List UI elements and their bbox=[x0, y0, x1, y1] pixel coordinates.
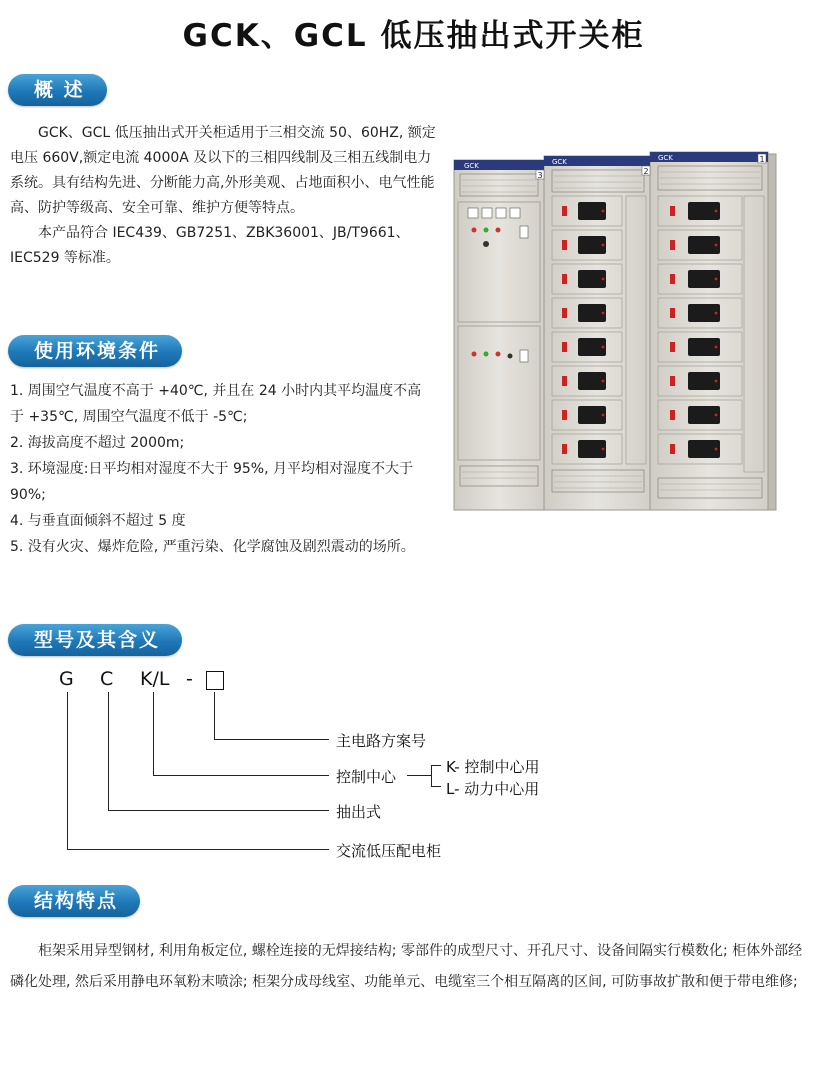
overview-text bbox=[10, 121, 440, 271]
connector-line bbox=[153, 692, 154, 775]
cabinet-brand-label: GCK bbox=[658, 154, 673, 162]
connector-line bbox=[67, 692, 68, 849]
code-letter-g: G bbox=[59, 668, 74, 690]
section-heading-environment: 使用环境条件 bbox=[8, 335, 182, 367]
label-withdrawable: 抽出式 bbox=[336, 803, 382, 821]
label-scheme-number: 主电路方案号 bbox=[336, 732, 427, 750]
structure-paragraph: 柜架采用异型钢材, 利用角板定位, 螺栓连接的无焊接结构; 零部件的成型尺寸、开孔尺寸、设备间隔实行模数化; 柜体外部经磷化处理, 然后采用静电环氧粉末喷涂; 柜架分成母线室、功能单元、电缆室三个相互隔离的区间, 可防事故扩散和便于带电维修; bbox=[10, 943, 803, 990]
label-l-power: L- 动力中心用 bbox=[446, 780, 540, 798]
label-control-center: 控制中心 bbox=[336, 768, 397, 786]
overview-paragraph-1: GCK、GCL 低压抽出式开关柜适用于三相交流 50、60HZ, 额定电压 660V,额定电流 4000A 及以下的三相四线制及三相五线制电力系统。具有结构先进、分断能力高,外形美观、占地面积小、电气性能高、防护等级高、安全可靠、维护方便等特点。 bbox=[10, 125, 436, 216]
overview-paragraph-2: 本产品符合 IEC439、GB7251、ZBK36001、JB/T9661、IEC529 等标准。 bbox=[10, 225, 410, 266]
section-heading-overview: 概 述 bbox=[8, 74, 107, 106]
panel-number: 1 bbox=[759, 155, 765, 164]
list-item: 3. 环境湿度:日平均相对湿度不大于 95%, 月平均相对湿度不大于 90%; bbox=[10, 461, 413, 503]
section-heading-structure: 结构特点 bbox=[8, 885, 140, 917]
connector-line bbox=[407, 775, 431, 776]
list-item: 1. 周围空气温度不高于 +40℃, 并且在 24 小时内其平均温度不高于 +35℃, 周围空气温度不低于 -5℃; bbox=[10, 383, 422, 425]
connector-line bbox=[108, 810, 329, 811]
connector-line bbox=[431, 765, 432, 787]
list-item: 4. 与垂直面倾斜不超过 5 度 bbox=[10, 513, 186, 529]
connector-line bbox=[153, 775, 329, 776]
connector-line bbox=[214, 739, 329, 740]
structure-text bbox=[10, 936, 805, 998]
scheme-number-box bbox=[206, 671, 224, 690]
code-dash: - bbox=[186, 668, 193, 690]
connector-line bbox=[67, 849, 329, 850]
switchgear-cabinet-image bbox=[452, 148, 778, 516]
connector-line bbox=[214, 692, 215, 739]
panel-number: 3 bbox=[537, 171, 543, 180]
list-item: 5. 没有火灾、爆炸危险, 严重污染、化学腐蚀及剧烈震动的场所。 bbox=[10, 539, 415, 555]
page-title: GCK、GCL 低压抽出式开关柜 bbox=[182, 18, 645, 54]
cabinet-brand-label: GCK bbox=[552, 158, 567, 166]
list-item: 2. 海拔高度不超过 2000m; bbox=[10, 435, 185, 451]
label-k-control: K- 控制中心用 bbox=[446, 758, 540, 776]
section-heading-model: 型号及其含义 bbox=[8, 624, 182, 656]
panel-number: 2 bbox=[643, 167, 649, 176]
cabinet-brand-label: GCK bbox=[464, 162, 479, 170]
environment-list bbox=[10, 378, 435, 560]
connector-line bbox=[431, 786, 441, 787]
code-letter-c: C bbox=[100, 668, 114, 690]
code-letter-kl: K/L bbox=[140, 668, 170, 690]
connector-line bbox=[108, 692, 109, 810]
connector-line bbox=[431, 765, 441, 766]
label-ac-switchgear: 交流低压配电柜 bbox=[336, 842, 442, 860]
